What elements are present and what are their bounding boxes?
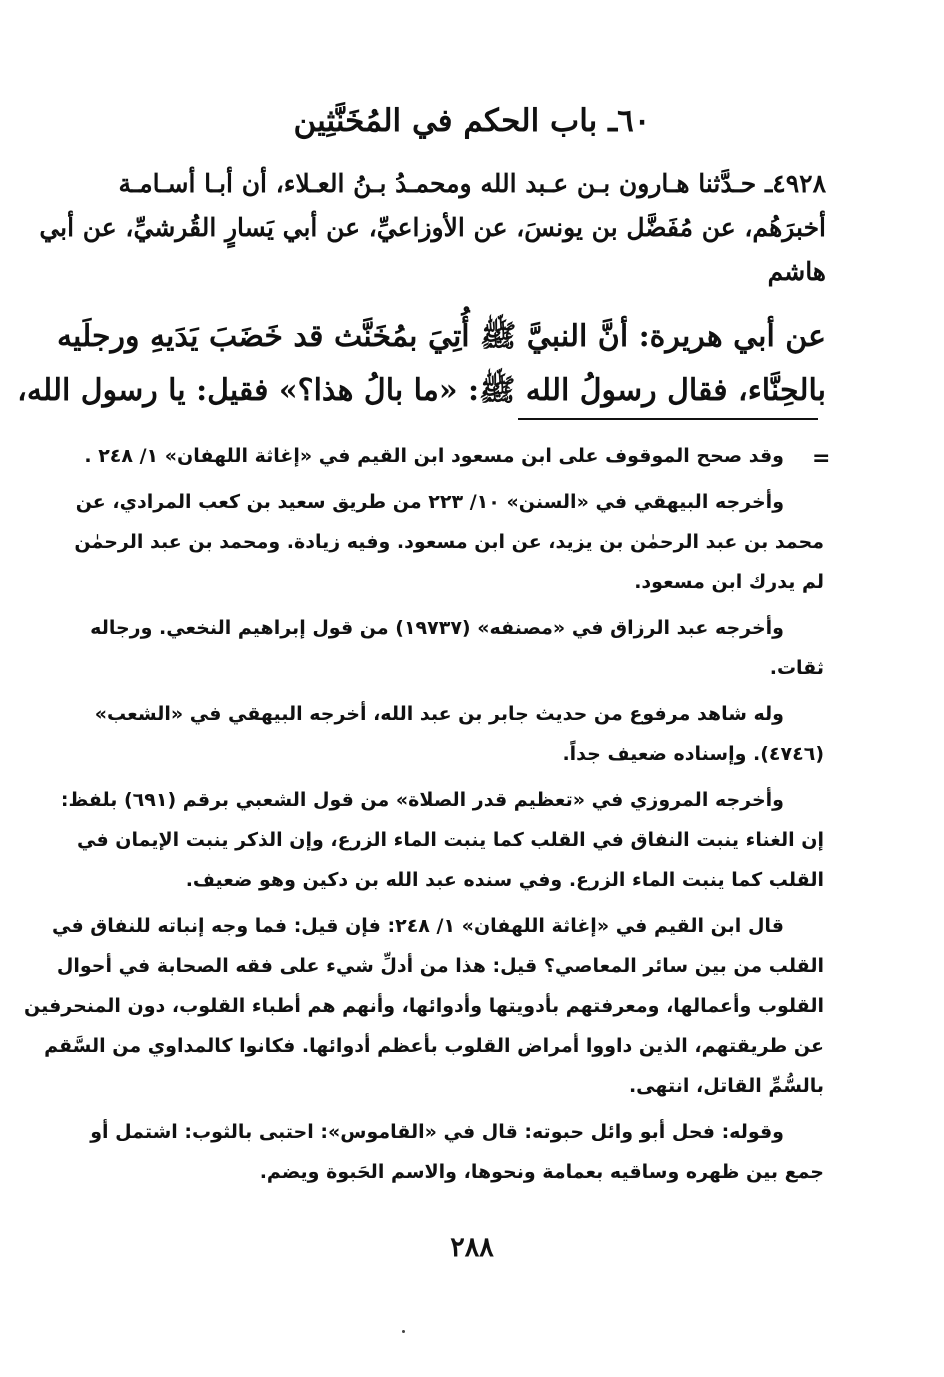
footnote-line: محمد بن عبد الرحمٰن بن يزيد، عن ابن مسعود. وفيه زيادة. ومحمد بن عبد الرحمٰن [74, 531, 824, 553]
footnote-line: عن طريقتهم، الذين داووا أمراض القلوب بأعظم أدوائها. فكانوا كالمداوي من السَّقم [44, 1035, 824, 1057]
footnote-separator [518, 418, 818, 420]
footnote-paragraph [23, 906, 824, 1106]
footnote-paragraph [74, 482, 824, 602]
footnotes [23, 436, 824, 1198]
scan-speck [402, 1330, 405, 1333]
footnote-line: (٤٧٤٦). وإسناده ضعيف جداً. [562, 743, 824, 765]
footnote-line: وأخرجه البيهقي في «السنن» ١٠/ ٢٢٣ من طريق سعيد بن كعب المرادي، عن [75, 491, 784, 513]
footnote-line: بالسُّمِّ القاتل، انتهى. [628, 1075, 824, 1097]
page-number: ٢٨٨ [450, 1232, 494, 1263]
footnote-line: وقد صحح الموقوف على ابن مسعود ابن القيم في «إغاثة اللهفان» ١/ ٢٤٨ . [84, 445, 784, 467]
continuation-mark: = [812, 446, 831, 471]
isnad-line: هاشم [767, 257, 826, 286]
footnote-line: إن الغناء ينبت النفاق في القلب كما ينبت الماء الزرع، وإن الذكر ينبت الإيمان في [77, 829, 824, 851]
isnad-line: أخبرَهُم، عن مُفَضَّل بن يونسَ، عن الأوزاعيِّ، عن أبي يَسارٍ القُرشيِّ، عن أبي [39, 213, 826, 242]
footnote-line: وأخرجه عبد الرزاق في «مصنفه» (١٩٧٣٧) من قول إبراهيم النخعي. ورجاله [90, 617, 784, 639]
isnad-line: ٤٩٢٨ـ حـدَّثنا هـارون بـن عـبد الله ومحمـدُ بـنُ العـلاء، أن أبـا أسـامـة [118, 169, 826, 198]
footnote-line: وقوله: فحل أبو وائل حبوته: قال في «القاموس»: احتبى بالثوب: اشتمل أو [90, 1121, 784, 1143]
footnote-line: القلب من بين سائر المعاصي؟ قيل: هذا من أدلِّ شيء على فقه الصحابة في أحوال [56, 955, 824, 977]
footnote-paragraph [94, 694, 824, 774]
footnote-line: وأخرجه المروزي في «تعظيم قدر الصلاة» من قول الشعبي برقم (٦٩١) بلفظ: [60, 789, 784, 811]
hadith-matn [17, 310, 826, 418]
chapter-heading: ٦٠ـ باب الحكم في المُخَنَّثِين [293, 103, 651, 139]
footnote-paragraph [90, 608, 824, 688]
footnote-paragraph [84, 436, 824, 476]
footnote-paragraph [60, 780, 824, 900]
footnote-line: قال ابن القيم في «إغاثة اللهفان» ١/ ٢٤٨: فإن قيل: فما وجه إنباته للنفاق في [52, 915, 784, 937]
footnote-line: ثقات. [769, 657, 824, 679]
footnote-line: لم يدرك ابن مسعود. [634, 571, 824, 593]
hadith-isnad [39, 162, 826, 294]
footnote-line: جمع بين ظهره وساقيه بعمامة ونحوها، والاسم الحَبوة ويضم. [259, 1161, 824, 1183]
footnote-line: القلب كما ينبت الماء الزرع. وفي سنده عبد الله بن دكين وهو ضعيف. [185, 869, 824, 891]
footnote-paragraph [90, 1112, 824, 1192]
footnote-line: القلوب وأعمالها، ومعرفتهم بأدويتها وأدوائها، وأنهم هم أطباء القلوب، دون المنحرفين [23, 995, 824, 1017]
matn-line: عن أبي هريرة: أنَّ النبيَّ ﷺ أُتِيَ بمُخَنَّث قد خَضَبَ يَدَيهِ ورجلَيه [56, 319, 826, 354]
matn-line: بالحِنَّاء، فقال رسولُ الله ﷺ: «ما بالُ هذا؟» فقيل: يا رسول الله، [17, 373, 826, 408]
footnote-line: وله شاهد مرفوع من حديث جابر بن عبد الله، أخرجه البيهقي في «الشعب» [94, 703, 784, 725]
